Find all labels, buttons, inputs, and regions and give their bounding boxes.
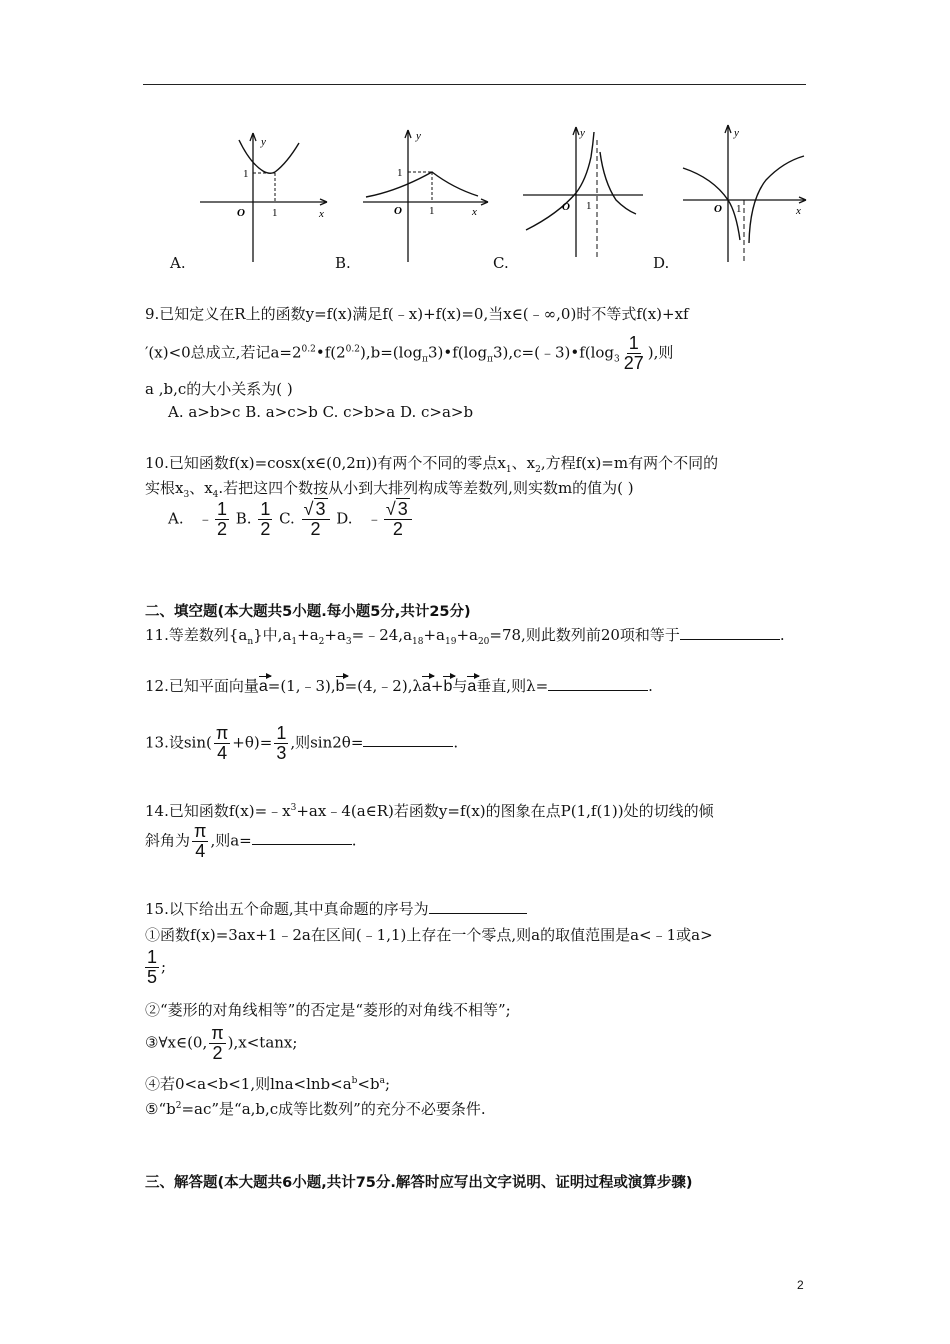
q15-proposition-1: ①函数f(x)=3ax+1﹣2a在区间(﹣1,1)上存在一个零点,则a的取值范围是a<﹣1或a> [145, 926, 713, 944]
graph-c-origin-label: O [562, 201, 570, 213]
q12: 12.已知平面向量a=(1,﹣3),b=(4,﹣2),λa+b与a垂直,则λ= . [145, 677, 653, 695]
q15-proposition-3: ③∀x∈(0, $\frac{\pi}{2}$ ),x<tanx; [145, 1023, 298, 1063]
q15-title: 15.以下给出五个命题,其中真命题的序号为 [145, 898, 527, 919]
graph-d-option-label[interactable]: D. [653, 254, 670, 272]
q9-line1: 9.已知定义在R上的函数y=f(x)满足f(﹣x)+f(x)=0,当x∈(﹣∞,0)时不等式f(x)+xf [145, 305, 689, 323]
graph-b-origin-label: O [394, 205, 402, 217]
graph-option-a [195, 125, 335, 265]
q15-proposition-1-fraction: $\frac{1}{5}$ ; [147, 947, 167, 987]
q9-fraction: $\frac{1}{27}$ [623, 333, 644, 373]
graph-a-one-y: 1 [243, 168, 249, 180]
header-rule [143, 84, 806, 85]
graph-a-y-label: y [261, 136, 266, 148]
q15-proposition-5: $⑤“b^2=ac$”是“a,b,c成等比数列”的充分不必要条件. [145, 1100, 486, 1118]
page-number: 2 [797, 1278, 804, 1292]
q11-answer-blank[interactable] [680, 625, 780, 640]
graph-c-one-x: 1 [586, 200, 592, 212]
graph-b-option-label[interactable]: B. [335, 254, 351, 272]
q9-line2: ′(x)<0总成立,若记$a=2^{0.2}•f(2^{0.2}),b=(\log_\pi 3)•f(\log_\pi 3),c=(﹣3)•f(\log_3$ $\frac{1}{27}$ ),则 [145, 333, 674, 373]
graph-b-one-y: 1 [397, 167, 403, 179]
q12-answer-blank[interactable] [548, 676, 648, 691]
q10-options[interactable]: A. ﹣ $\frac{1}{2}$ B. $\frac{1}{2}$ C. $\frac{√ 3}{2}$ D. ﹣ $\frac{√ 3}{2}$ [168, 500, 414, 539]
graph-a-option-label[interactable]: A. [170, 254, 186, 272]
graph-option-d [678, 120, 813, 265]
q14-line2: 斜角为 $\frac{\pi}{4}$ ,则a= . [145, 821, 357, 861]
q13-answer-blank[interactable] [363, 732, 453, 747]
graph-a-origin-label: O [237, 207, 245, 219]
graph-a-one-x: 1 [272, 207, 278, 219]
section-2-heading: 二、填空题(本大题共5小题.每小题5分,共计25分) [145, 604, 471, 620]
graph-b-y-label: y [416, 130, 421, 142]
q10-line1: 10.已知函数f(x)=cosx(x∈(0,2π))有两个不同的零点$x_1$、$x_2$,方程f(x)=m有两个不同的 [145, 454, 719, 475]
q13: 13.设sin( $\frac{\pi}{4}$ +θ)= $\frac{1}{3}$ ,则sin2θ= . [145, 723, 459, 763]
graph-b-x-label: x [472, 206, 477, 218]
q9-options[interactable]: A. a>b>c B. a>c>b C. c>b>a D. c>a>b [168, 403, 474, 421]
graph-d-x-label: x [796, 205, 801, 217]
graph-c-option-label[interactable]: C. [493, 254, 509, 272]
graph-option-b [358, 125, 498, 265]
q10-line2: 实根$x_3$、$x_4$.若把这四个数按从小到大排列构成等差数列,则实数m的值为( ) [145, 479, 634, 500]
graph-a-x-label: x [319, 208, 324, 220]
q15-answer-blank[interactable] [429, 899, 527, 914]
graph-d-one-x: 1 [736, 203, 742, 215]
q14-answer-blank[interactable] [252, 830, 352, 845]
q9-line3: a ,b,c的大小关系为( ) [145, 380, 293, 398]
q15-proposition-4: ④若0<a<b<1,则$\ln a<\ln b<a^b<b^a$; [145, 1075, 391, 1093]
graph-d-y-label: y [734, 127, 739, 139]
graph-d-origin-label: O [714, 203, 722, 215]
q15-proposition-2: ②“菱形的对角线相等”的否定是“菱形的对角线不相等”; [145, 1001, 511, 1019]
section-3-heading: 三、解答题(本大题共6小题,共计75分.解答时应写出文字说明、证明过程或演算步骤) [145, 1175, 693, 1191]
q11: 11.等差数列$\{a_n\}$中$,a_1+a_2+a_3=﹣24,a_{18}+a_{19}+a_{20}=78$,则此数列前20项和等于 . [145, 626, 785, 647]
graph-option-c [518, 122, 648, 262]
q14-line1: 14.已知函数$f(x)=﹣x^3+ax﹣4(a\in R)$若函数y=f(x)的图象在点P(1,f(1))处的切线的倾 [145, 802, 714, 820]
graph-c-y-label: y [580, 127, 585, 139]
graph-b-one-x: 1 [429, 205, 435, 217]
